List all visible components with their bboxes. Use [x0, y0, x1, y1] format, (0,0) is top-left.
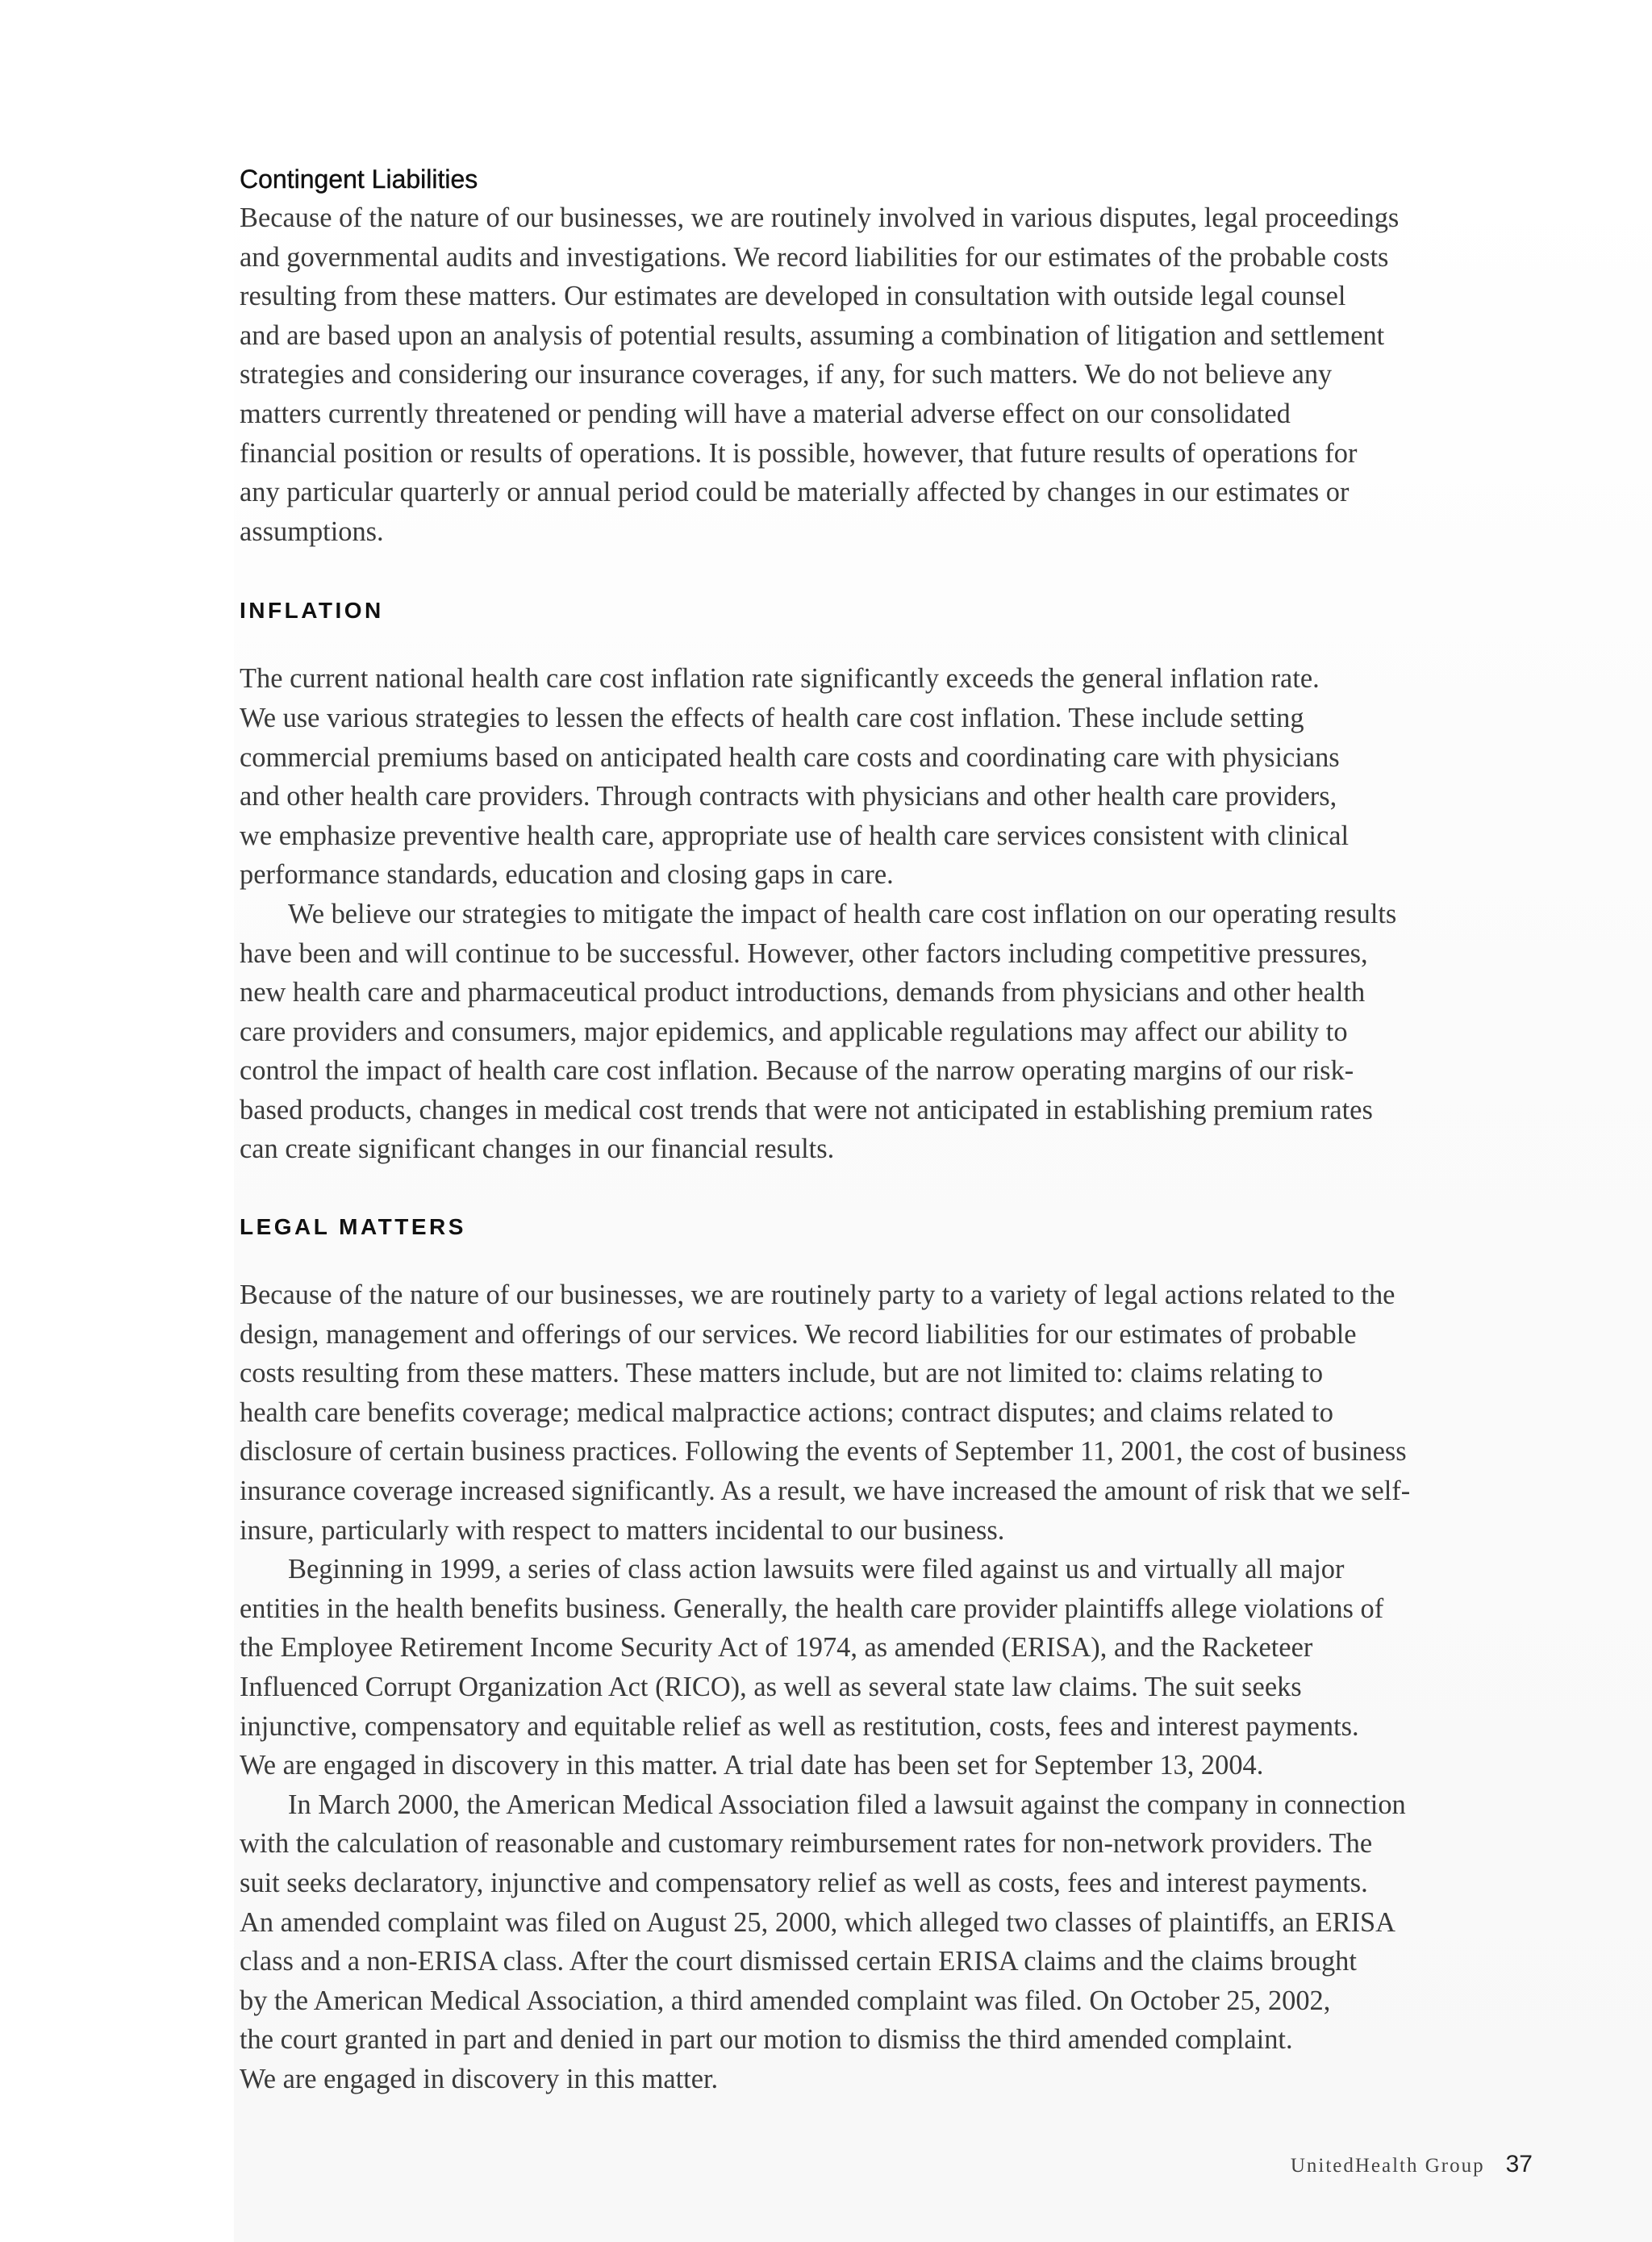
- text-line: the Employee Retirement Income Security Act of 1974, as amended (ERISA), and the Racketeer: [240, 1632, 1313, 1664]
- text-line: any particular quarterly or annual period could be materially affected by changes in our estimates or: [240, 477, 1350, 508]
- contingent-liabilities-heading: Contingent Liabilities: [240, 165, 478, 194]
- text-line: based products, changes in medical cost trends that were not anticipated in establishing premium rates: [240, 1094, 1373, 1125]
- text-line: and are based upon an analysis of potential results, assuming a combination of litigation and settlement: [240, 319, 1385, 351]
- text-line: commercial premiums based on anticipated health care costs and coordinating care with physicians: [240, 741, 1340, 773]
- inflation-paragraph-1: [240, 659, 1530, 895]
- legal-matters-heading: LEGAL MATTERS: [240, 1214, 466, 1240]
- inflation-section: [240, 595, 1530, 1169]
- text-line: strategies and considering our insurance coverages, if any, for such matters. We do not believe any: [240, 359, 1333, 390]
- text-line: costs resulting from these matters. These matters include, but are not limited to: claims relating to: [240, 1358, 1324, 1389]
- legal-paragraph-1: [240, 1275, 1530, 1550]
- text-line: The current national health care cost inflation rate significantly exceeds the general inflation rate.: [240, 663, 1320, 695]
- text-line: resulting from these matters. Our estimates are developed in consultation with outside legal counsel: [240, 281, 1346, 312]
- text-line: An amended complaint was filed on August 25, 2000, which alleged two classes of plaintiffs, an ERISA: [240, 1906, 1396, 1938]
- text-line: We are engaged in discovery in this matter.: [240, 2063, 719, 2094]
- text-line: matters currently threatened or pending will have a material adverse effect on our consolidated: [240, 398, 1291, 429]
- text-line: have been and will continue to be successful. However, other factors including competitive pressures,: [240, 937, 1368, 969]
- text-line: We believe our strategies to mitigate the impact of health care cost inflation on our operating results: [288, 898, 1397, 929]
- text-line: and governmental audits and investigations. We record liabilities for our estimates of the probable costs: [240, 241, 1389, 273]
- inflation-heading: INFLATION: [240, 598, 384, 624]
- page-footer: [1291, 2151, 1533, 2178]
- text-line: we emphasize preventive health care, appropriate use of health care services consistent with clinical: [240, 820, 1350, 851]
- text-line: assumptions.: [240, 516, 384, 547]
- text-line: suit seeks declaratory, injunctive and compensatory relief as well as costs, fees and interest payments.: [240, 1867, 1368, 1898]
- text-line: design, management and offerings of our services. We record liabilities for our estimates of probable: [240, 1318, 1357, 1350]
- text-line: We use various strategies to lessen the effects of health care cost inflation. These include setting: [240, 702, 1304, 733]
- text-line: health care benefits coverage; medical malpractice actions; contract disputes; and claims related to: [240, 1397, 1333, 1428]
- text-line: insurance coverage increased significantly. As a result, we have increased the amount of risk that we self-: [240, 1476, 1411, 1507]
- text-line: Because of the nature of our businesses, we are routinely involved in various disputes, legal proceedings: [240, 202, 1400, 233]
- text-line: with the calculation of reasonable and customary reimbursement rates for non-network providers. The: [240, 1828, 1373, 1860]
- contingent-paragraph-1: [240, 198, 1530, 551]
- text-line: injunctive, compensatory and equitable relief as well as restitution, costs, fees and interest payments.: [240, 1710, 1359, 1742]
- text-line: We are engaged in discovery in this matter. A trial date has been set for September 13, 2004.: [240, 1750, 1264, 1781]
- footer-company-name: UnitedHealth Group: [1290, 2155, 1485, 2177]
- text-line: entities in the health benefits business. Generally, the health care provider plaintiffs allege violations of: [240, 1593, 1384, 1624]
- legal-matters-section: [240, 1211, 1530, 2098]
- text-line: Because of the nature of our businesses, we are routinely party to a variety of legal actions related to the: [240, 1280, 1395, 1311]
- page-number: 37: [1505, 2151, 1533, 2177]
- text-line: Beginning in 1999, a series of class action lawsuits were filed against us and virtually all major: [288, 1554, 1345, 1585]
- text-line: class and a non-ERISA class. After the court dismissed certain ERISA claims and the claims brought: [240, 1946, 1357, 1977]
- text-line: care providers and consumers, major epidemics, and applicable regulations may affect our ability to: [240, 1016, 1348, 1047]
- text-line: new health care and pharmaceutical product introductions, demands from physicians and other health: [240, 977, 1366, 1008]
- inflation-paragraph-2: [240, 895, 1530, 1169]
- text-line: insure, particularly with respect to matters incidental to our business.: [240, 1514, 1005, 1546]
- text-line: and other health care providers. Through contracts with physicians and other health care providers,: [240, 781, 1337, 812]
- legal-paragraph-2: [240, 1550, 1530, 1785]
- text-line: financial position or results of operations. It is possible, however, that future results of operations for: [240, 437, 1358, 469]
- text-line: In March 2000, the American Medical Association filed a lawsuit against the company in connection: [288, 1789, 1406, 1820]
- text-line: control the impact of health care cost inflation. Because of the narrow operating margins of our risk-: [240, 1055, 1354, 1087]
- text-line: can create significant changes in our financial results.: [240, 1134, 835, 1165]
- text-line: disclosure of certain business practices. Following the events of September 11, 2001, the cost of business: [240, 1436, 1407, 1468]
- text-line: the court granted in part and denied in part our motion to dismiss the third amended complaint.: [240, 2024, 1293, 2056]
- text-line: by the American Medical Association, a third amended complaint was filed. On October 25, 2002,: [240, 1985, 1331, 2016]
- text-line: performance standards, education and closing gaps in care.: [240, 859, 894, 891]
- contingent-liabilities-section: [240, 160, 1530, 551]
- legal-paragraph-3: [240, 1785, 1530, 2099]
- text-line: Influenced Corrupt Organization Act (RICO), as well as several state law claims. The suit seeks: [240, 1672, 1302, 1702]
- page-content: [240, 160, 1530, 2099]
